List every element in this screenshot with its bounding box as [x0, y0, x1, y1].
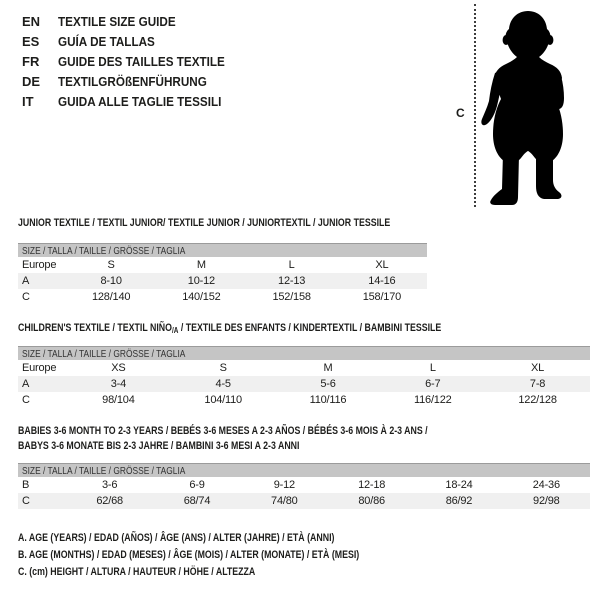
table-cell: XL [375, 259, 389, 271]
table-row [18, 273, 427, 289]
table-row [18, 257, 427, 273]
row-label: C [22, 291, 30, 303]
table-cell: 24-36 [532, 479, 560, 491]
table-cell: 9-12 [273, 479, 295, 491]
table-cell: 68/74 [183, 495, 211, 507]
footnote-a [18, 532, 445, 549]
table-cell: 92/98 [533, 495, 560, 507]
table-cell: 110/116 [309, 394, 347, 406]
table-cell: 14-16 [368, 275, 396, 287]
language-row-fr [22, 51, 243, 71]
table-row [18, 493, 590, 509]
height-measure-label: C [456, 106, 465, 120]
junior-table [18, 257, 427, 305]
title-pre: CHILDREN'S TEXTILE / TEXTIL NIÑO [18, 322, 172, 334]
table-cell: S [107, 259, 115, 271]
table-cell: L [429, 362, 436, 374]
language-title: TEXTILE SIZE GUIDE [58, 13, 176, 29]
language-title: GUIDA ALLE TAGLIE TESSILI [58, 93, 222, 109]
table-cell: 128/140 [91, 291, 131, 303]
footnote-b [18, 549, 445, 566]
children-table [18, 360, 590, 408]
row-label: A [22, 275, 30, 287]
table-cell: 18-24 [445, 479, 473, 491]
table-cell: 152/158 [272, 291, 311, 303]
footnote-b-text: B. AGE (MONTHS) / EDAD (MESES) / ÂGE (MOIS) / ALTER (MONATE) / ETÀ (MESI) [18, 549, 360, 561]
table-cell: 12-18 [358, 479, 386, 491]
footnote-c [18, 566, 445, 583]
size-header-text: SIZE / TALLA / TAILLE / GRÖSSE / TAGLIA [22, 347, 186, 360]
height-measure-dotted-line [474, 4, 476, 207]
table-row [18, 289, 427, 305]
table-cell: 10-12 [187, 275, 215, 287]
table-cell: M [323, 362, 333, 374]
language-title: GUIDE DES TAILLES TEXTILE [58, 53, 225, 69]
children-table-title [18, 321, 547, 338]
row-label: C [22, 394, 30, 406]
table-cell: 5-6 [320, 378, 336, 390]
language-row-it [22, 91, 243, 111]
row-label: C [22, 495, 30, 507]
title-post: / TEXTILE DES ENFANTS / KINDERTEXTIL / BAMBINI TESSILE [178, 322, 442, 334]
table-cell: 12-13 [278, 275, 306, 287]
row-label: A [22, 378, 30, 390]
baby-silhouette-icon [478, 3, 568, 208]
language-list [22, 11, 243, 111]
language-code: FR [22, 53, 40, 69]
footnote-a-text: A. AGE (YEARS) / EDAD (AÑOS) / ÂGE (ANS) / ALTER (JAHRE) / ETÀ (ANNI) [18, 532, 335, 544]
table-cell: 7-8 [529, 378, 546, 390]
table-cell: 74/80 [271, 495, 298, 507]
table-cell: 104/110 [204, 394, 242, 406]
junior-table-title [18, 216, 483, 231]
language-title: TEXTILGRÖßENFÜHRUNG [58, 73, 207, 89]
table-cell: L [288, 259, 295, 271]
babies-table [18, 477, 590, 509]
language-code: DE [22, 73, 41, 89]
children-table-title-text [18, 321, 441, 338]
row-label: Europe [22, 259, 57, 271]
title-subscript: /A [171, 326, 179, 335]
language-code: EN [22, 13, 41, 29]
language-code: ES [22, 33, 40, 49]
table-cell: 6-9 [189, 479, 205, 491]
language-row-de [22, 71, 243, 91]
footnotes [18, 532, 445, 583]
table-row [18, 477, 590, 493]
junior-table-title-text: JUNIOR TEXTILE / TEXTIL JUNIOR/ TEXTILE JUNIOR / JUNIORTEXTIL / JUNIOR TESSILE [18, 217, 391, 229]
babies-table-title [18, 424, 530, 454]
row-label: B [22, 479, 30, 491]
table-cell: 140/152 [182, 291, 221, 303]
babies-title-line1: BABIES 3-6 MONTH TO 2-3 YEARS / BEBÉS 3-6 MESES A 2-3 AÑOS / BÉBÉS 3-6 MOIS À 2-3 ANS / [18, 425, 428, 437]
table-cell: 4-5 [215, 378, 231, 390]
table-cell: 6-7 [425, 378, 441, 390]
children-size-header-bar [18, 346, 590, 360]
footnote-c-text: C. (cm) HEIGHT / ALTURA / HAUTEUR / HÖHE / ALTEZZA [18, 566, 256, 578]
table-cell: M [196, 259, 206, 271]
table-row [18, 376, 590, 392]
table-cell: 62/68 [96, 495, 123, 507]
table-row [18, 392, 590, 408]
babies-size-header-bar [18, 463, 590, 477]
row-label: Europe [22, 362, 57, 374]
table-cell: 122/128 [518, 394, 557, 406]
table-cell: 3-4 [110, 378, 127, 390]
junior-size-header-bar [18, 243, 427, 257]
table-cell: 8-10 [100, 275, 122, 287]
table-row [18, 360, 590, 376]
table-cell: XL [531, 362, 545, 374]
language-row-en [22, 11, 243, 31]
table-cell: 158/170 [362, 291, 402, 303]
table-cell: S [219, 362, 227, 374]
table-cell: 80/86 [358, 495, 385, 507]
language-row-es [22, 31, 243, 51]
table-cell: 116/122 [414, 394, 452, 406]
table-cell: 98/104 [102, 394, 135, 406]
table-cell: XS [111, 362, 126, 374]
table-cell: 3-6 [102, 479, 118, 491]
size-header-text: SIZE / TALLA / TAILLE / GRÖSSE / TAGLIA [22, 244, 186, 257]
language-title: GUÍA DE TALLAS [58, 33, 155, 49]
table-cell: 86/92 [445, 495, 473, 507]
babies-title-line2: BABYS 3-6 MONATE BIS 2-3 JAHRE / BAMBINI 3-6 MESI A 2-3 ANNI [18, 440, 300, 452]
size-header-text: SIZE / TALLA / TAILLE / GRÖSSE / TAGLIA [22, 464, 186, 477]
language-code: IT [22, 93, 34, 109]
